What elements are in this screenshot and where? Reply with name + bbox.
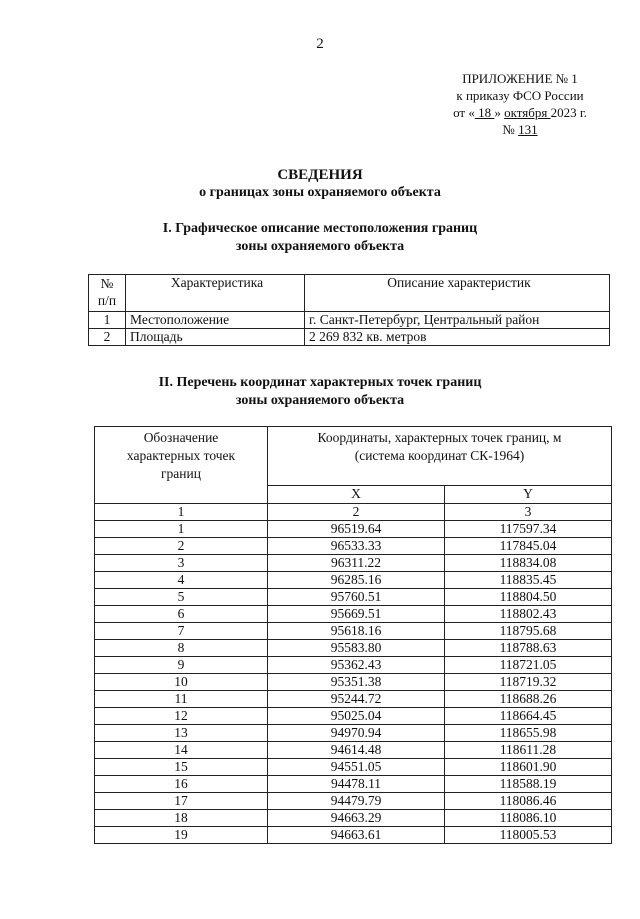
col-number: 1: [95, 504, 268, 521]
coord-x: 95351.38: [268, 674, 445, 691]
point-id: 9: [95, 657, 268, 674]
date-mid: »: [494, 105, 505, 120]
page-number: 2: [316, 36, 324, 52]
table-row: [95, 538, 612, 555]
section1-heading-line2: зоны охраняемого объекта: [235, 239, 405, 254]
row-num: 1: [89, 312, 126, 329]
coord-y: 118005.53: [445, 827, 612, 844]
row-characteristic: Площадь: [126, 329, 305, 346]
table-row: [95, 708, 612, 725]
table-row: [95, 759, 612, 776]
header-num-line2: п/п: [97, 293, 117, 308]
point-id: 15: [95, 759, 268, 776]
coord-x: 94970.94: [268, 725, 445, 742]
appendix-block: [420, 70, 620, 138]
coord-x: 96519.64: [268, 521, 445, 538]
table-row: [95, 827, 612, 844]
date-day: 18: [474, 105, 495, 120]
coord-y: 118688.26: [445, 691, 612, 708]
table-row: [95, 589, 612, 606]
row-characteristic: Местоположение: [126, 312, 305, 329]
coord-y: 118086.46: [445, 793, 612, 810]
coord-y: 117845.04: [445, 538, 612, 555]
point-id: 3: [95, 555, 268, 572]
coord-x: 95583.80: [268, 640, 445, 657]
coord-x: 96533.33: [268, 538, 445, 555]
coord-y: 117597.34: [445, 521, 612, 538]
header-coords-line2: (система координат СК-1964): [354, 448, 525, 463]
date-month: октября: [504, 105, 551, 120]
coord-y: 118835.45: [445, 572, 612, 589]
section2-heading-line2: зоны охраняемого объекта: [235, 393, 405, 408]
coord-y: 118086.10: [445, 810, 612, 827]
coord-y: 118655.98: [445, 725, 612, 742]
coord-y: 118719.32: [445, 674, 612, 691]
point-id: 11: [95, 691, 268, 708]
coord-y: 118664.45: [445, 708, 612, 725]
coord-y: 118804.50: [445, 589, 612, 606]
point-id: 6: [95, 606, 268, 623]
coord-x: 94614.48: [268, 742, 445, 759]
point-id: 7: [95, 623, 268, 640]
col-number: 2: [268, 504, 445, 521]
point-id: 19: [95, 827, 268, 844]
header-point: [95, 427, 268, 504]
row-num: 2: [89, 329, 126, 346]
point-id: 12: [95, 708, 268, 725]
column-number-row: [95, 504, 612, 521]
coord-x: 95244.72: [268, 691, 445, 708]
point-id: 14: [95, 742, 268, 759]
appendix-order: к приказу ФСО России: [456, 88, 584, 103]
coord-y: 118588.19: [445, 776, 612, 793]
point-id: 18: [95, 810, 268, 827]
point-id: 1: [95, 521, 268, 538]
point-id: 17: [95, 793, 268, 810]
point-id: 4: [95, 572, 268, 589]
coord-x: 94551.05: [268, 759, 445, 776]
point-id: 16: [95, 776, 268, 793]
coord-x: 95618.16: [268, 623, 445, 640]
table-row: [95, 555, 612, 572]
coordinates-table: [94, 426, 612, 844]
coord-x: 95362.43: [268, 657, 445, 674]
coord-x: 95025.04: [268, 708, 445, 725]
header-point-line3: границ: [161, 466, 201, 481]
coord-x: 95760.51: [268, 589, 445, 606]
appendix-title: ПРИЛОЖЕНИЕ № 1: [462, 71, 578, 86]
coord-y: 118601.90: [445, 759, 612, 776]
table-row: [95, 691, 612, 708]
point-id: 5: [95, 589, 268, 606]
table-row: [89, 329, 610, 346]
section2-heading-line1: II. Перечень координат характерных точек границ: [158, 375, 482, 390]
table-row: [95, 742, 612, 759]
coord-y: 118795.68: [445, 623, 612, 640]
number-prefix: №: [502, 122, 519, 137]
appendix-number: [420, 121, 620, 138]
date-prefix: от «: [453, 105, 475, 120]
header-y: Y: [445, 485, 612, 503]
header-x: X: [268, 485, 445, 503]
point-id: 2: [95, 538, 268, 555]
point-id: 8: [95, 640, 268, 657]
coord-x: 96285.16: [268, 572, 445, 589]
appendix-date: [420, 104, 620, 121]
table-row: [89, 312, 610, 329]
section1-heading-line1: I. Графическое описание местоположения границ: [162, 221, 478, 236]
header-coordinates: [268, 427, 612, 486]
coord-x: 95669.51: [268, 606, 445, 623]
table-row: [95, 640, 612, 657]
coord-x: 94663.61: [268, 827, 445, 844]
point-id: 13: [95, 725, 268, 742]
coord-x: 96311.22: [268, 555, 445, 572]
table-row: [95, 810, 612, 827]
header-description: Описание характеристик: [305, 275, 610, 312]
table-header-row: [95, 427, 612, 486]
number-value: 131: [518, 122, 538, 137]
coordinate-rows: [95, 521, 612, 844]
header-num-line1: №: [100, 276, 114, 291]
header-characteristic: Характеристика: [126, 275, 305, 312]
table-row: [95, 725, 612, 742]
coord-y: 118802.43: [445, 606, 612, 623]
table-row: [95, 674, 612, 691]
document-title: СВЕДЕНИЯ: [277, 167, 363, 183]
coord-x: 94478.11: [268, 776, 445, 793]
coord-y: 118721.05: [445, 657, 612, 674]
table-row: [95, 521, 612, 538]
coord-y: 118788.63: [445, 640, 612, 657]
col-number: 3: [445, 504, 612, 521]
row-description: г. Санкт-Петербург, Центральный район: [305, 312, 610, 329]
header-point-line2: характерных точек: [126, 448, 236, 463]
table-row: [95, 623, 612, 640]
header-num: [89, 275, 126, 312]
table-header-row: [89, 275, 610, 312]
document-subtitle: о границах зоны охраняемого объекта: [199, 185, 441, 200]
coord-y: 118611.28: [445, 742, 612, 759]
table-row: [95, 572, 612, 589]
row-description: 2 269 832 кв. метров: [305, 329, 610, 346]
table-row: [95, 776, 612, 793]
table-row: [95, 793, 612, 810]
characteristics-table: [88, 274, 610, 346]
coord-x: 94479.79: [268, 793, 445, 810]
header-point-line1: Обозначение: [143, 430, 219, 445]
header-coords-line1: Координаты, характерных точек границ, м: [317, 430, 562, 445]
coord-y: 118834.08: [445, 555, 612, 572]
point-id: 10: [95, 674, 268, 691]
table-row: [95, 657, 612, 674]
coord-x: 94663.29: [268, 810, 445, 827]
date-year: 2023 г.: [550, 105, 587, 120]
table-row: [95, 606, 612, 623]
